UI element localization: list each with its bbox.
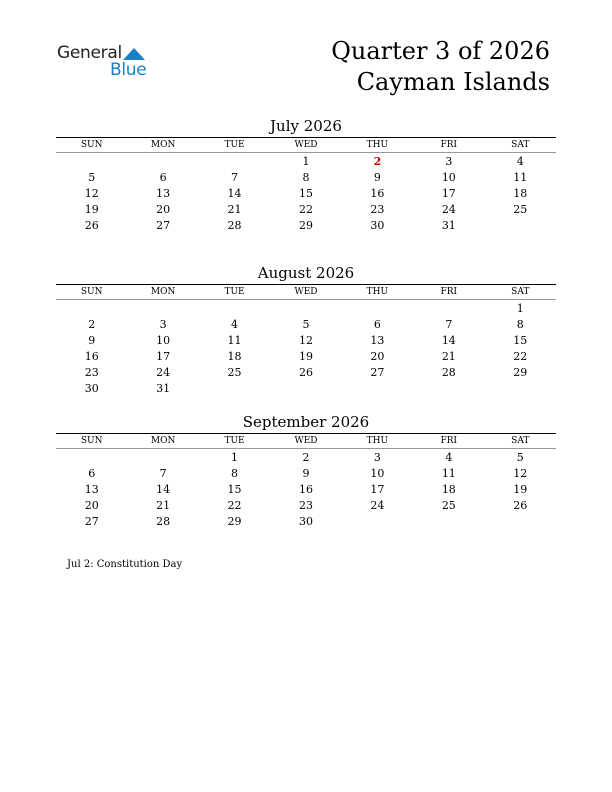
weekday-header: FRI <box>413 285 484 300</box>
weekday-header: TUE <box>199 434 270 449</box>
weekday-header: WED <box>270 434 341 449</box>
day-cell: 28 <box>441 366 456 379</box>
day-cell: 9 <box>88 334 96 347</box>
day-cell: 29 <box>298 219 313 232</box>
day-cell: 24 <box>156 366 171 379</box>
week-row <box>56 218 556 234</box>
weekday-header: SUN <box>56 285 127 300</box>
day-cell: 17 <box>156 350 171 363</box>
day-cell: 30 <box>84 382 99 395</box>
week-row <box>56 300 556 318</box>
week-row <box>56 349 556 365</box>
day-cell: 19 <box>513 483 528 496</box>
day-cell: 6 <box>373 318 381 331</box>
day-cell <box>270 381 341 397</box>
month-calendar-september <box>56 413 556 530</box>
day-cell: 21 <box>156 499 171 512</box>
weekday-header: SAT <box>485 434 556 449</box>
day-cell: 20 <box>84 499 99 512</box>
week-row <box>56 482 556 498</box>
day-cell: 3 <box>159 318 167 331</box>
month-calendar-july <box>56 117 556 234</box>
day-cell: 12 <box>84 187 99 200</box>
day-cell: 20 <box>156 203 171 216</box>
day-cell <box>199 153 270 171</box>
weekday-header: SAT <box>485 138 556 153</box>
day-cell: 4 <box>445 451 453 464</box>
day-cell: 25 <box>227 366 242 379</box>
month-title: August 2026 <box>257 264 355 282</box>
logo-triangle-icon <box>123 46 145 60</box>
day-cell: 12 <box>298 334 313 347</box>
day-cell: 14 <box>156 483 171 496</box>
week-row <box>56 186 556 202</box>
day-cell: 23 <box>84 366 99 379</box>
day-cell <box>413 381 484 397</box>
day-cell <box>413 300 484 318</box>
title-country: Cayman Islands <box>356 68 550 96</box>
day-cell <box>342 300 413 318</box>
weekday-header: SAT <box>485 285 556 300</box>
day-cell: 22 <box>298 203 313 216</box>
day-cell: 16 <box>370 187 385 200</box>
day-cell: 17 <box>441 187 456 200</box>
week-row <box>56 153 556 171</box>
day-cell: 29 <box>513 366 528 379</box>
day-cell: 30 <box>370 219 385 232</box>
day-cell: 23 <box>298 499 313 512</box>
day-cell: 9 <box>302 467 310 480</box>
holiday-day-cell: 2 <box>373 155 382 168</box>
day-cell: 21 <box>227 203 242 216</box>
day-cell: 26 <box>84 219 99 232</box>
day-cell: 1 <box>516 302 524 315</box>
day-cell: 7 <box>159 467 167 480</box>
calendar-grid <box>56 138 556 234</box>
day-cell: 6 <box>88 467 96 480</box>
day-cell: 27 <box>370 366 385 379</box>
day-cell: 15 <box>513 334 528 347</box>
day-cell: 16 <box>84 350 99 363</box>
day-cell <box>485 381 556 397</box>
day-cell: 5 <box>88 171 96 184</box>
day-cell <box>485 218 556 234</box>
weekday-header: FRI <box>413 434 484 449</box>
day-cell: 13 <box>84 483 99 496</box>
day-cell <box>56 153 127 171</box>
week-row <box>56 449 556 467</box>
day-cell: 2 <box>88 318 96 331</box>
day-cell: 19 <box>298 350 313 363</box>
day-cell: 23 <box>370 203 385 216</box>
day-cell: 16 <box>298 483 313 496</box>
day-cell: 24 <box>370 499 385 512</box>
day-cell: 5 <box>516 451 524 464</box>
day-cell: 15 <box>227 483 242 496</box>
day-cell <box>485 514 556 530</box>
weekday-header: SUN <box>56 138 127 153</box>
week-row <box>56 381 556 397</box>
day-cell: 26 <box>298 366 313 379</box>
week-row <box>56 202 556 218</box>
day-cell <box>342 381 413 397</box>
day-cell <box>270 300 341 318</box>
day-cell: 13 <box>370 334 385 347</box>
day-cell: 24 <box>441 203 456 216</box>
calendar-grid <box>56 285 556 397</box>
day-cell: 29 <box>227 515 242 528</box>
day-cell: 8 <box>302 171 310 184</box>
day-cell: 27 <box>156 219 171 232</box>
day-cell: 20 <box>370 350 385 363</box>
day-cell <box>56 300 127 318</box>
week-row <box>56 466 556 482</box>
day-cell: 31 <box>156 382 171 395</box>
generalblue-logo <box>57 43 157 83</box>
day-cell: 11 <box>513 171 528 184</box>
day-cell <box>127 153 198 171</box>
day-cell: 30 <box>298 515 313 528</box>
weekday-header: MON <box>127 434 198 449</box>
day-cell: 4 <box>516 155 524 168</box>
day-cell: 18 <box>227 350 242 363</box>
day-cell <box>56 449 127 467</box>
day-cell: 6 <box>159 171 167 184</box>
weekday-header-row <box>56 434 556 449</box>
weekday-header: MON <box>127 285 198 300</box>
day-cell: 12 <box>513 467 528 480</box>
day-cell: 18 <box>513 187 528 200</box>
day-cell: 31 <box>441 219 456 232</box>
week-row <box>56 170 556 186</box>
day-cell: 26 <box>513 499 528 512</box>
week-row <box>56 514 556 530</box>
week-row <box>56 317 556 333</box>
title-quarter: Quarter 3 of 2026 <box>331 37 550 65</box>
day-cell: 21 <box>441 350 456 363</box>
weekday-header: TUE <box>199 285 270 300</box>
weekday-header: WED <box>270 285 341 300</box>
day-cell: 4 <box>231 318 239 331</box>
day-cell: 15 <box>298 187 313 200</box>
weekday-header: THU <box>342 138 413 153</box>
day-cell: 10 <box>370 467 385 480</box>
month-title: September 2026 <box>242 413 370 431</box>
weekday-header: THU <box>342 285 413 300</box>
holiday-note: Jul 2: Constitution Day <box>67 559 183 570</box>
day-cell: 13 <box>156 187 171 200</box>
logo-general-text: General <box>57 43 122 63</box>
week-row <box>56 365 556 381</box>
day-cell: 18 <box>441 483 456 496</box>
logo-blue-text: Blue <box>110 60 147 80</box>
weekday-header: MON <box>127 138 198 153</box>
day-cell: 1 <box>302 155 310 168</box>
month-title: July 2026 <box>270 117 342 135</box>
day-cell <box>342 514 413 530</box>
day-cell: 17 <box>370 483 385 496</box>
day-cell: 2 <box>302 451 310 464</box>
day-cell: 22 <box>227 499 242 512</box>
day-cell: 28 <box>227 219 242 232</box>
day-cell <box>127 449 198 467</box>
week-row <box>56 498 556 514</box>
day-cell: 11 <box>441 467 456 480</box>
weekday-header-row <box>56 285 556 300</box>
day-cell: 8 <box>231 467 239 480</box>
day-cell <box>127 300 198 318</box>
day-cell: 3 <box>373 451 381 464</box>
day-cell: 11 <box>227 334 242 347</box>
day-cell: 19 <box>84 203 99 216</box>
day-cell: 8 <box>516 318 524 331</box>
day-cell: 14 <box>441 334 456 347</box>
day-cell <box>199 381 270 397</box>
day-cell: 14 <box>227 187 242 200</box>
weekday-header-row <box>56 138 556 153</box>
page-title <box>331 36 550 98</box>
weekday-header: TUE <box>199 138 270 153</box>
day-cell <box>199 300 270 318</box>
day-cell: 5 <box>302 318 310 331</box>
day-cell: 10 <box>441 171 456 184</box>
day-cell: 1 <box>231 451 239 464</box>
day-cell: 7 <box>445 318 453 331</box>
day-cell: 25 <box>513 203 528 216</box>
weekday-header: SUN <box>56 434 127 449</box>
day-cell: 22 <box>513 350 528 363</box>
day-cell: 27 <box>84 515 99 528</box>
day-cell <box>413 514 484 530</box>
weekday-header: THU <box>342 434 413 449</box>
weekday-header: WED <box>270 138 341 153</box>
day-cell: 10 <box>156 334 171 347</box>
weekday-header: FRI <box>413 138 484 153</box>
day-cell: 28 <box>156 515 171 528</box>
day-cell: 7 <box>231 171 239 184</box>
day-cell: 9 <box>373 171 381 184</box>
day-cell: 3 <box>445 155 453 168</box>
calendar-grid <box>56 434 556 530</box>
week-row <box>56 333 556 349</box>
day-cell: 25 <box>441 499 456 512</box>
month-calendar-august <box>56 264 556 397</box>
